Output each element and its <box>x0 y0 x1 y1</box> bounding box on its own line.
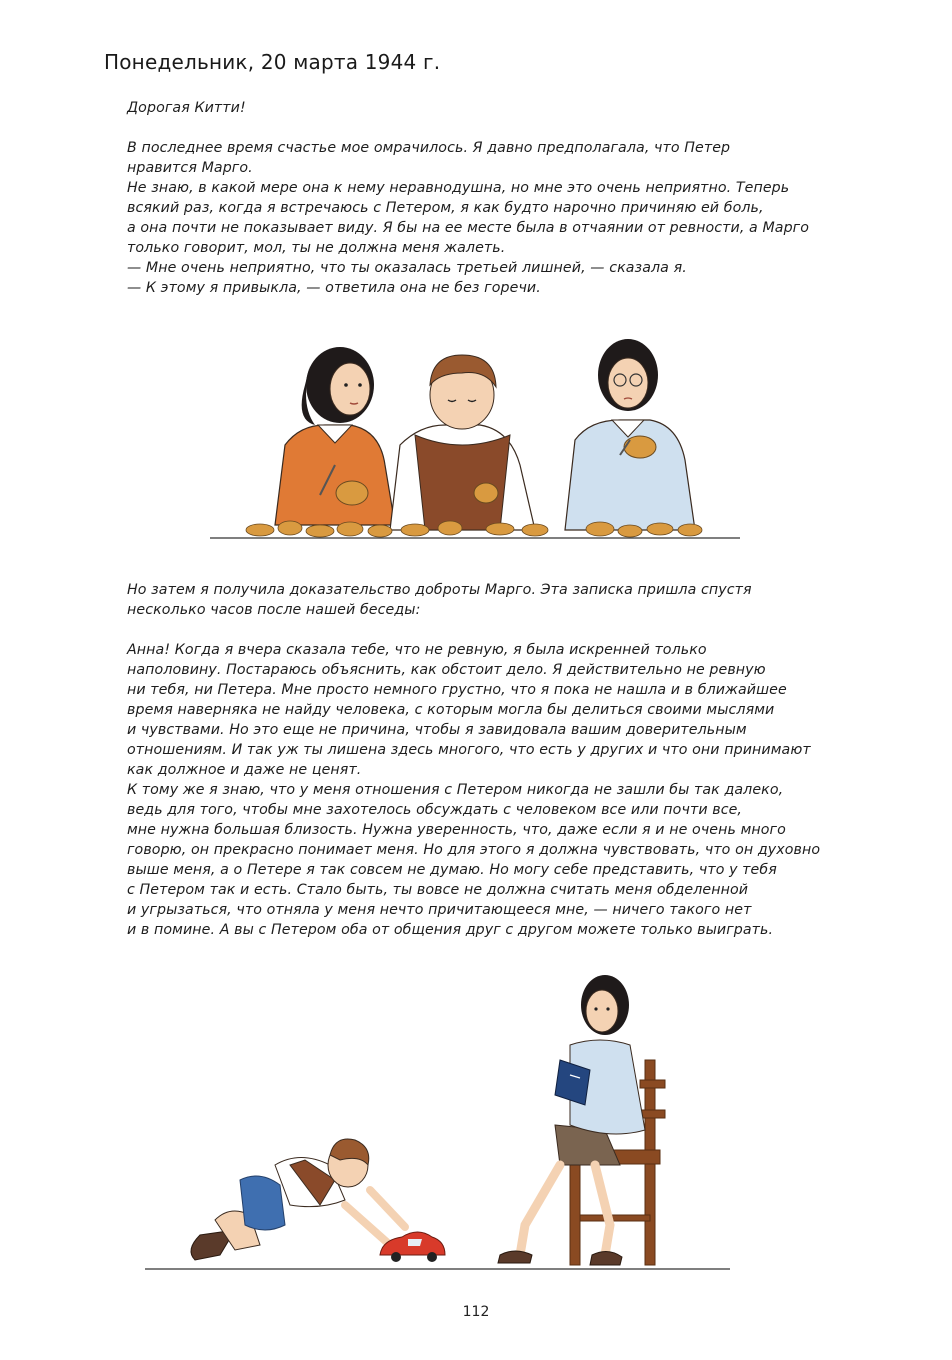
illustration-boy-car-girl-reading <box>140 965 740 1275</box>
text-line: К тому же я знаю, что у меня отношения с Петером никогда не зашли бы так далеко, <box>127 782 784 798</box>
girl-glasses-blue-blouse-figure <box>565 339 695 530</box>
greeting-text <box>127 98 847 118</box>
text-line: ведь для того, чтобы мне захотелось обсуждать с человеком все или почти все, <box>127 802 743 818</box>
text-line: — К этому я привыкла, — ответила она не без горечи. <box>127 280 541 296</box>
text-line: Не знаю, в какой мере она к нему неравнодушна, но мне это очень неприятно. Теперь <box>127 180 790 196</box>
text-line: несколько часов после нашей беседы: <box>127 602 421 618</box>
boy-crawling-figure <box>191 1139 405 1260</box>
paragraph-one <box>127 138 847 298</box>
text-line: а она почти не показывает виду. Я бы на ее месте была в отчаянии от ревности, а Марго <box>127 220 810 236</box>
text-line: ни тебя, ни Петера. Мне просто немного грустно, что я пока не нашла и в ближайшее <box>127 682 787 698</box>
text-line: Анна! Когда я вчера сказала тебе, что не ревную, я была искренней только <box>127 642 707 658</box>
text-line: отношениям. И так уж ты лишена здесь многого, что есть у других и что они принимают <box>127 742 811 758</box>
red-toy-car <box>380 1232 445 1262</box>
illustration-peeling-potatoes <box>200 325 745 545</box>
text-line: время наверняка не найду человека, с которым могла бы делиться своими мыслями <box>127 702 775 718</box>
text-line: только говорит, мол, ты не должна меня жалеть. <box>127 240 506 256</box>
text-line: и чувствами. Но это еще не причина, чтобы я завидовала вашим доверительным <box>127 722 747 738</box>
text-line: Но затем я получила доказательство доброты Марго. Эта записка пришла спустя <box>127 582 752 598</box>
boy-brown-vest-figure <box>390 355 535 530</box>
text-line: всякий раз, когда я встречаюсь с Петером, я как будто нарочно причиняю ей боль, <box>127 200 764 216</box>
text-line: выше меня, а о Петере я так совсем не думаю. Но могу себе представить, что у тебя <box>127 862 777 878</box>
text-line: наполовину. Постараюсь объяснить, как обстоит дело. Я действительно не ревную <box>127 662 766 678</box>
text-line: — Мне очень неприятно, что ты оказалась третьей лишней, — сказала я. <box>127 260 687 276</box>
text-line: В последнее время счастье мое омрачилось. Я давно предполагала, что Петер <box>127 140 731 156</box>
paragraph-two <box>127 580 847 620</box>
margot-note <box>127 640 847 940</box>
page-number: 112 <box>462 1304 490 1320</box>
text-line: с Петером так и есть. Стало быть, ты вовсе не должна считать меня обделенной <box>127 882 749 898</box>
text-line: как должное и даже не ценят. <box>127 762 362 778</box>
text-line: говорю, он прекрасно понимает меня. Но для этого я должна чувствовать, что он духовно <box>127 842 821 858</box>
greeting-line: Дорогая Китти! <box>127 100 246 116</box>
text-line: и в помине. А вы с Петером оба от общения друг с другом можете только выиграть. <box>127 922 774 938</box>
text-line: мне нужна большая близость. Нужна уверенность, что, даже если я и не очень много <box>127 822 786 838</box>
text-line: и угрызаться, что отняла у меня нечто причитающееся мне, — ничего такого нет <box>127 902 752 918</box>
diary-entry-date-heading: Понедельник, 20 марта 1944 г. <box>104 50 441 74</box>
girl-orange-sweater-figure <box>275 347 395 525</box>
text-line: нравится Марго. <box>127 160 253 176</box>
